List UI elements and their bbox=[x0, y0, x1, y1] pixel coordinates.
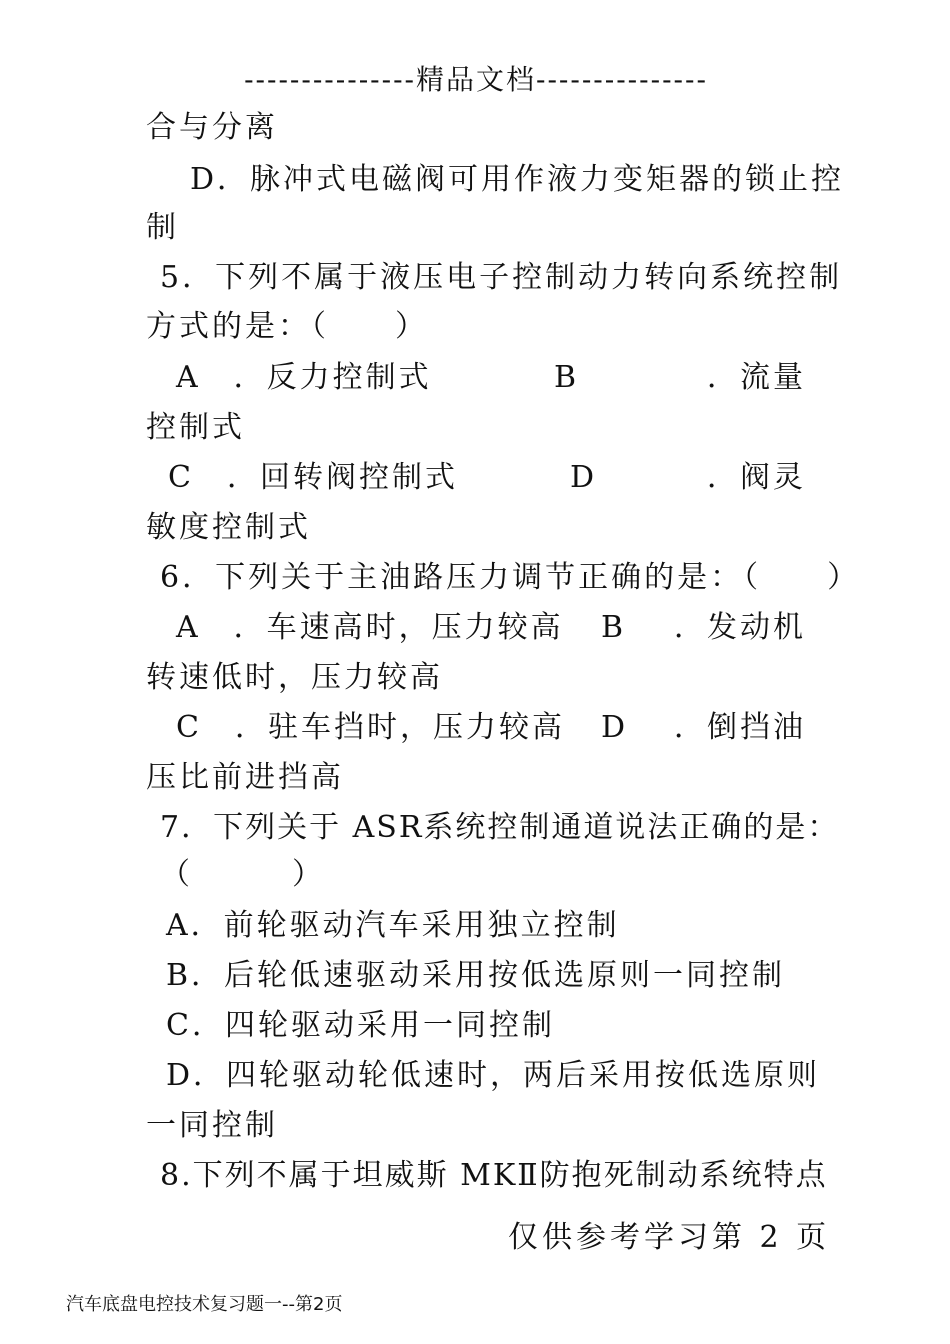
option-b-cont: 控制式 bbox=[146, 410, 245, 445]
page-footer: 仅供参考学习第 2 页 bbox=[508, 1220, 831, 1255]
question-8: 8.下列不属于坦威斯 MKⅡ防抱死制动系统特点 bbox=[160, 1158, 828, 1193]
question-5-options-ab bbox=[146, 358, 806, 398]
option-d-text: ．倒挡油 bbox=[674, 710, 806, 745]
option-c: C．四轮驱动采用一同控制 bbox=[166, 1008, 555, 1043]
option-d-letter: D bbox=[570, 460, 598, 495]
text-line: 合与分离 bbox=[146, 110, 278, 145]
option-d-letter: D bbox=[601, 710, 629, 745]
option-c: C ．驻车挡时，压力较高 bbox=[176, 710, 565, 745]
option-b-letter: B bbox=[554, 360, 580, 395]
option-d-text: ．阀灵 bbox=[707, 460, 806, 495]
option-d-cont: 敏度控制式 bbox=[146, 510, 311, 545]
option-d: D．脉冲式电磁阀可用作液力变矩器的锁止控 bbox=[190, 162, 845, 197]
question-7-cont: （ ） bbox=[160, 857, 325, 892]
question-7: 7．下列关于 ASR系统控制通道说法正确的是： bbox=[160, 810, 840, 845]
option-a: A．前轮驱动汽车采用独立控制 bbox=[166, 908, 620, 943]
question-5-cont: 方式的是：（ ） bbox=[146, 309, 428, 344]
option-b-text: ．发动机 bbox=[674, 610, 806, 645]
question-6-options-ab bbox=[146, 608, 806, 648]
option-b: B．后轮低速驱动采用按低选原则一同控制 bbox=[166, 958, 786, 993]
question-6-options-cd bbox=[146, 708, 806, 748]
page-header: ---------------精品文档--------------- bbox=[244, 63, 708, 96]
option-d-cont: 一同控制 bbox=[146, 1108, 278, 1143]
option-b-letter: B bbox=[601, 610, 627, 645]
option-b-text: ．流量 bbox=[707, 360, 806, 395]
option-a: A ．车速高时，压力较高 bbox=[176, 610, 564, 645]
option-d: D．四轮驱动轮低速时，两后采用按低选原则 bbox=[166, 1058, 821, 1093]
option-b-cont: 转速低时，压力较高 bbox=[146, 660, 443, 695]
question-5-options-cd bbox=[146, 458, 806, 498]
bottom-caption: 汽车底盘电控技术复习题一--第2页 bbox=[66, 1294, 343, 1315]
text-line: 制 bbox=[146, 210, 179, 245]
option-a: A ．反力控制式 bbox=[176, 360, 432, 395]
option-c: C ．回转阀控制式 bbox=[168, 460, 458, 495]
option-d-cont: 压比前进挡高 bbox=[146, 760, 344, 795]
question-6: 6．下列关于主油路压力调节正确的是：（ ） bbox=[160, 560, 861, 595]
question-5: 5．下列不属于液压电子控制动力转向系统控制 bbox=[160, 260, 843, 295]
